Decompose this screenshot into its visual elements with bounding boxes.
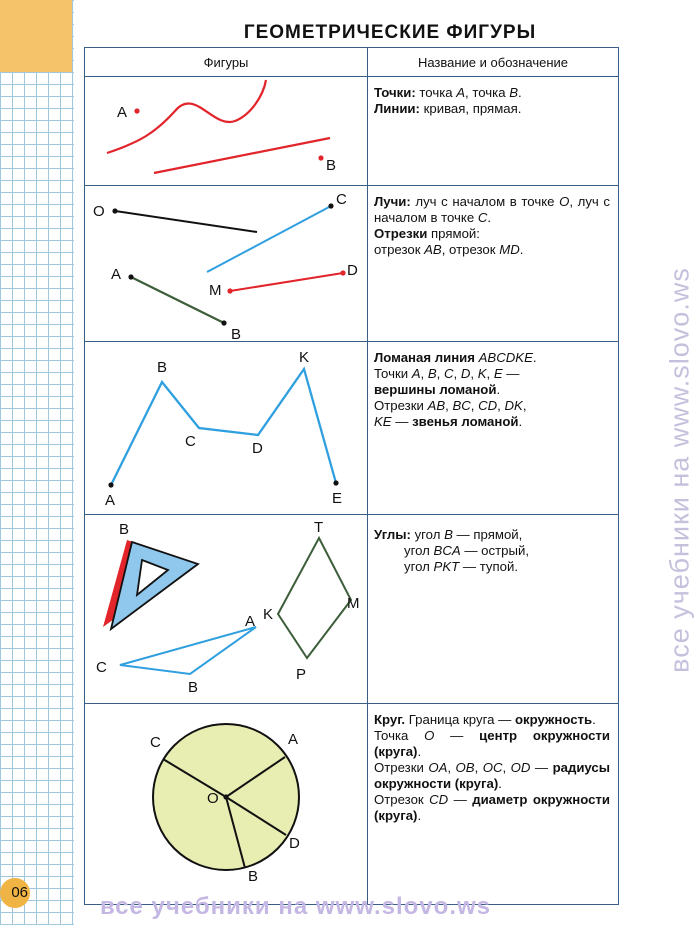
text: , (497, 398, 505, 413)
figure-angles (85, 515, 368, 704)
label-c: C (185, 433, 196, 450)
text: отрезок (374, 242, 425, 257)
text: — острый, (460, 543, 529, 558)
text: Отрезки (374, 398, 428, 413)
text: , (453, 366, 461, 381)
text: , (447, 760, 456, 775)
var: O (424, 728, 435, 743)
label-t: T (314, 519, 324, 536)
var: ABCDKE (474, 350, 533, 365)
label-b: B (231, 326, 242, 341)
var: BC (452, 398, 471, 413)
desc-points-lines (368, 77, 619, 186)
text: угол (404, 543, 434, 558)
label-a: A (111, 266, 122, 283)
point-a-dot (128, 274, 133, 279)
figure-points-lines (85, 77, 368, 186)
term-points: Точки: (374, 85, 416, 100)
polyline-drawing (85, 342, 367, 514)
label-b: B (157, 359, 168, 376)
rays-segments-drawing (85, 186, 367, 341)
table-row (85, 342, 619, 515)
straight-line (154, 138, 330, 173)
label-c: C (96, 659, 107, 676)
point-c-dot (328, 203, 333, 208)
triangle-bca (120, 627, 256, 674)
text: — (434, 728, 480, 743)
var: D (460, 366, 471, 381)
point-b-dot (221, 320, 226, 325)
indent (374, 543, 404, 558)
text: кривая, прямая. (419, 101, 522, 116)
figures-table (84, 47, 619, 905)
var: PKT (433, 559, 460, 574)
var: KE (374, 414, 392, 429)
text: , (470, 398, 479, 413)
var: BCA (433, 543, 461, 558)
text: — прямой, (452, 527, 523, 542)
var: DK (504, 398, 523, 413)
text: . (519, 242, 524, 257)
label-a: A (245, 613, 256, 630)
text: . (498, 776, 502, 791)
label-o: O (93, 203, 105, 220)
text: Точка (374, 728, 425, 743)
var: E (493, 366, 503, 381)
var: C (477, 210, 488, 225)
term-angles: Углы: (374, 527, 411, 542)
table-row (85, 77, 619, 186)
center-o-dot (223, 794, 228, 799)
curve-line (107, 80, 266, 153)
term-circle: Круг. (374, 712, 406, 727)
var: AB (427, 398, 446, 413)
text: — (448, 792, 473, 807)
var: B (444, 527, 453, 542)
table-row (85, 515, 619, 704)
page-number: 06 (0, 878, 30, 908)
desc-angles (368, 515, 619, 704)
indent (374, 559, 404, 574)
var: OC (482, 760, 503, 775)
text: , точка (465, 85, 510, 100)
text: . (518, 85, 522, 100)
figure-circle (85, 704, 368, 905)
text: — (530, 760, 553, 775)
point-d-dot (340, 270, 345, 275)
term-radii: радиусы окружности (круга) (374, 760, 611, 791)
label-a: A (288, 731, 299, 748)
term-links: звенья ломаной (412, 414, 519, 429)
var: A (456, 85, 466, 100)
text: — тупой. (459, 559, 518, 574)
label-k: K (299, 349, 310, 366)
text: , (420, 366, 428, 381)
circle-drawing (85, 704, 367, 904)
text: угол (404, 559, 434, 574)
point-m-dot (227, 288, 232, 293)
var: C (444, 366, 454, 381)
var: K (477, 366, 487, 381)
text: прямой: (427, 226, 480, 241)
page-title: ГЕОМЕТРИЧЕСКИЕ ФИГУРЫ (243, 22, 537, 43)
text: . (487, 210, 492, 225)
label-d: D (289, 835, 300, 852)
text: , (474, 760, 483, 775)
var: OD (510, 760, 531, 775)
label-a: A (117, 104, 128, 121)
label-p: P (296, 666, 307, 683)
text: — (502, 366, 520, 381)
point-b-dot (318, 155, 323, 160)
label-e: E (332, 490, 343, 507)
text: , (445, 398, 453, 413)
text: угол (410, 527, 445, 542)
text: . (417, 744, 422, 759)
label-o: O (207, 790, 219, 807)
var: B (509, 85, 519, 100)
header-figures: Фигуры (85, 48, 368, 77)
text: , (522, 398, 527, 413)
var: OB (455, 760, 475, 775)
desc-polyline (368, 342, 619, 515)
text: , луч с началом в точке (374, 194, 611, 225)
header-name: Название и обозначение (368, 48, 619, 77)
vertex-e-dot (333, 480, 338, 485)
text: Граница круга — (405, 712, 515, 727)
text: луч с началом в точке (410, 194, 560, 209)
term-segments: Отрезки (374, 226, 428, 241)
text: Точки (374, 366, 412, 381)
var: B (427, 366, 437, 381)
label-m: M (347, 595, 360, 612)
text: . (518, 414, 523, 429)
points-lines-drawing (85, 77, 367, 185)
label-b-angle: B (119, 521, 130, 538)
var: MD (499, 242, 520, 257)
text: — (391, 414, 413, 429)
var: CD (429, 792, 449, 807)
text: точка (415, 85, 457, 100)
var: AB (424, 242, 442, 257)
var: OA (428, 760, 448, 775)
desc-rays-segments (368, 186, 619, 342)
polyline-abcdke (111, 369, 336, 485)
var: CD (478, 398, 498, 413)
term-center: центр окружности (круга) (374, 728, 610, 759)
label-c: C (150, 734, 161, 751)
text: , (470, 366, 478, 381)
rhombus-kpmt (278, 538, 351, 658)
angles-drawing (85, 515, 367, 703)
ray-o (115, 211, 257, 232)
var: A (411, 366, 421, 381)
desc-circle (368, 704, 619, 905)
table-row (85, 704, 619, 905)
text: , (502, 760, 511, 775)
label-d: D (347, 262, 358, 279)
watermark-bottom: все учебники на www.slovo.ws (100, 893, 491, 920)
term-circumference: окружность (514, 712, 593, 727)
label-k: K (263, 606, 274, 623)
point-o-dot (112, 208, 117, 213)
text: Отрезок (374, 792, 430, 807)
ray-c (207, 206, 331, 272)
orange-corner-tab (0, 0, 72, 72)
point-a-dot (134, 108, 139, 113)
term-polyline: Ломаная линия (374, 350, 475, 365)
term-vertices: вершины ломаной (374, 382, 497, 397)
label-m: M (209, 282, 222, 299)
text: , отрезок (441, 242, 500, 257)
text: . (417, 808, 422, 823)
table-row (85, 186, 619, 342)
vertex-a-dot (108, 482, 113, 487)
segment-md (230, 273, 343, 291)
var: O (559, 194, 570, 209)
label-c: C (336, 191, 347, 208)
label-b-triangle: B (188, 679, 199, 696)
text: . (532, 350, 537, 365)
term-diameter: диаметр окружности (круга) (374, 792, 610, 823)
label-a: A (105, 492, 116, 509)
graph-paper-strip (0, 0, 74, 925)
label-b: B (248, 868, 259, 885)
text: . (592, 712, 596, 727)
figure-rays-segments (85, 186, 368, 342)
text: , (486, 366, 494, 381)
watermark-vertical: все учебники на www.slovo.ws (664, 267, 695, 673)
term-lines: Линии: (374, 101, 420, 116)
figure-polyline (85, 342, 368, 515)
text: Отрезки (374, 760, 429, 775)
label-b: B (326, 157, 337, 174)
term-rays: Лучи: (374, 194, 411, 209)
table-header-row (85, 48, 619, 77)
label-d: D (252, 440, 263, 457)
text: , (436, 366, 444, 381)
text: . (496, 382, 501, 397)
